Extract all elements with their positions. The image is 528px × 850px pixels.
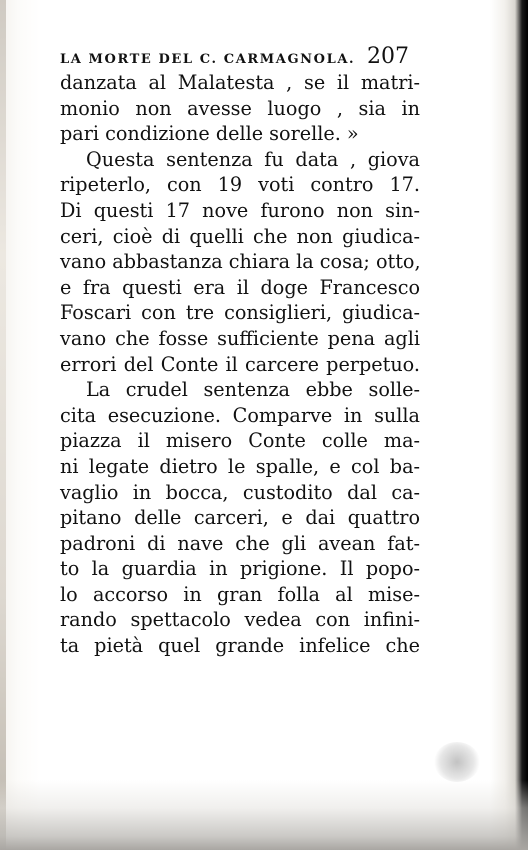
text-line: ni legate dietro le spalle, e col ba- (60, 454, 420, 478)
text-line: errori del Conte il carcere perpetuo. (60, 352, 420, 376)
text-line: vaglio in bocca, custodito dal ca- (60, 480, 420, 504)
text-line: piazza il misero Conte colle ma- (60, 429, 420, 453)
text-line: La crudel sentenza ebbe solle- (86, 378, 420, 402)
running-head: LA MORTE DEL C. CARMAGNOLA. (60, 52, 356, 67)
text-line: monio non avesse luogo , sia in (60, 96, 420, 120)
text-line: pari condizione delle sorelle. » (60, 122, 359, 146)
text-line: pitano delle carceri, e dai quattro (60, 506, 420, 530)
text-line: Questa sentenza fu data , giova (86, 147, 420, 171)
text-line: lo accorso in gran folla al mise- (60, 582, 420, 606)
body-text (60, 70, 420, 659)
page-bottom-shadow (0, 780, 528, 850)
text-line: vano abbastanza chiara la cosa; otto, (60, 250, 421, 274)
text-line: cita esecuzione. Comparve in sulla (60, 403, 420, 427)
text-line: ripeterlo, con 19 voti contro 17. (60, 173, 420, 197)
text-line: ceri, cioè di quelli che non giudica- (60, 224, 420, 248)
page-number: 207 (367, 44, 409, 69)
page-left-edge (0, 0, 6, 850)
text-line: padroni di nave che gli avean fat- (60, 531, 420, 555)
text-line: Foscari con tre consiglieri, giudica- (60, 301, 420, 325)
text-line: Di questi 17 nove furono non sin- (60, 198, 420, 222)
text-line: e fra questi era il doge Francesco (60, 275, 420, 299)
text-line: to la guardia in prigione. Il popo- (60, 557, 420, 581)
text-line: ta pietà quel grande infelice che (60, 634, 420, 658)
text-line: rando spettacolo vedea con infini- (60, 608, 420, 632)
text-line: danzata al Malatesta , se il matri- (60, 71, 420, 94)
paper-stain (434, 742, 480, 782)
text-line: vano che fosse sufficiente pena agli (60, 326, 420, 350)
